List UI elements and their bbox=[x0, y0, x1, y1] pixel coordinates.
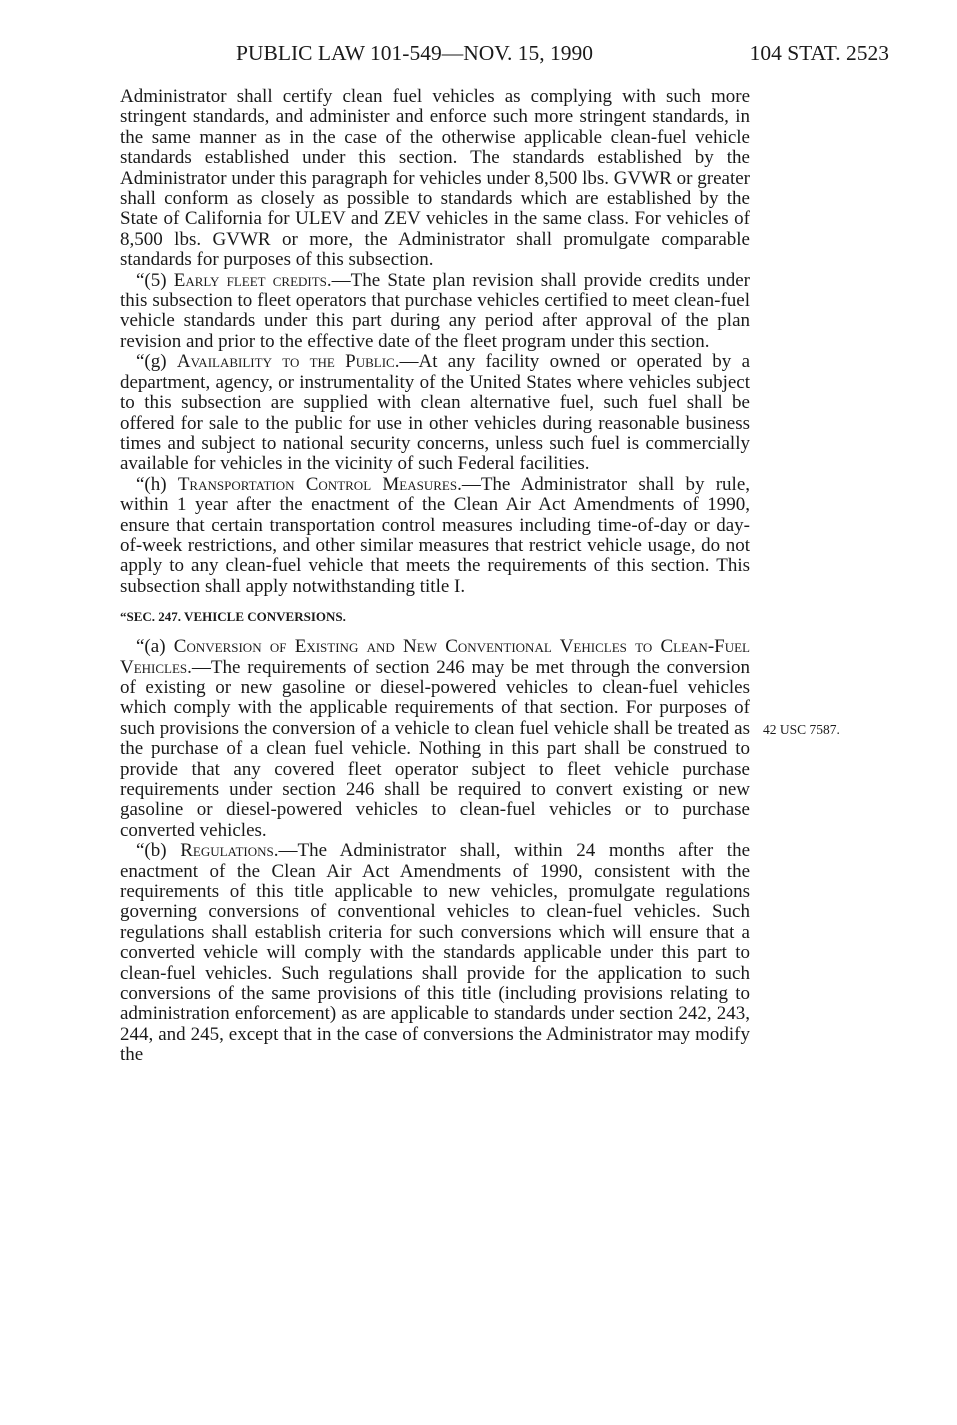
paragraph-early-fleet-credits bbox=[120, 271, 750, 353]
paragraph-label: “(5) bbox=[136, 269, 174, 291]
paragraph-label: “(h) bbox=[136, 473, 178, 495]
paragraph-text: .—The State plan revision shall provide credits under this subsection to fleet operators that purchase vehicles certified to meet clean-fuel vehicle standards under this part during any period after approval of the plan revision and prior to the effective date of the fleet program under this section. bbox=[120, 269, 751, 352]
paragraph-transportation-control bbox=[120, 475, 750, 597]
document-body bbox=[120, 87, 750, 1066]
paragraph-label: “(b) bbox=[136, 840, 181, 862]
usc-citation-note: 42 USC 7587. bbox=[763, 722, 840, 737]
paragraph-label: “(g) bbox=[136, 351, 177, 373]
paragraph-label: “(a) bbox=[136, 636, 174, 658]
stat-page-number: 104 STAT. 2523 bbox=[749, 41, 889, 65]
paragraph-heading: Regulations bbox=[180, 840, 274, 862]
section-heading: “SEC. 247. VEHICLE CONVERSIONS. bbox=[120, 609, 346, 625]
paragraph: Administrator shall certify clean fuel vehicles as complying with such more stringent standards, and administer and enforce such more stringent standards, in the same manner as in the case of the otherwise applicable clean-fuel vehicle standards established under this section. The standards established by the Administrator under this paragraph for vehicles under 8,500 lbs. GVWR or greater shall conform as closely as possible to standards which are established by the State of California for ULEV and ZEV vehicles in the same class. For vehicles of 8,500 lbs. GVWR or more, the Administrator shall promulgate comparable standards for purposes of this subsection. bbox=[120, 86, 750, 271]
paragraph-text: .—The Administrator shall by rule, within 1 year after the enactment of the Clean Air Act Amendments of 1990, ensure that certain transportation control measures including time-of-day or day-of-week restrictions, and other similar measures that restrict vehicle usage, do not apply to any clean-fuel vehicle that meets the requirements of this section. This subsection shall apply notwithstanding title I. bbox=[120, 473, 751, 597]
paragraph-conversion bbox=[120, 637, 750, 841]
paragraph-availability bbox=[120, 352, 750, 474]
paragraph-heading: Transportation Control Measures bbox=[177, 473, 458, 495]
paragraph-heading: Conversion of Existing and New Conventional Vehicles to Clean-Fuel Vehicles bbox=[120, 636, 750, 678]
paragraph-text: .—The requirements of section 246 may be met through the conversion of existing or new gasoline or diesel-powered vehicles to clean-fuel vehicles which comply with the applicable requirements of that section. For purposes of such provisions the conversion of a vehicle to clean fuel vehicle shall be treated as the purchase of a clean fuel vehicle. Nothing in this part shall be construed to provide that any covered fleet operator subject to fleet vehicle purchase requirements under section 246 shall be required to convert existing or new gasoline or diesel-powered vehicles to clean-fuel vehicles or to purchase converted vehicles. bbox=[120, 656, 750, 841]
paragraph-regulations bbox=[120, 841, 750, 1065]
law-title: PUBLIC LAW 101-549—NOV. 15, 1990 bbox=[236, 41, 594, 65]
paragraph-text: .—At any facility owned or operated by a department, agency, or instrumentality of the United States where vehicles subject to this subsection are supplied with clean alternative fuel, such fuel shall be offered for sale to the public for use in other vehicles during reasonable business times and subject to national security concerns, unless such fuel is commercially available for vehicles in the vicinity of such Federal facilities. bbox=[120, 351, 751, 475]
paragraph-heading: Availability to the Public bbox=[176, 351, 395, 373]
paragraph-text: .—The Administrator shall, within 24 months after the enactment of the Clean Air Act Amendments of 1990, consistent with the requirements of this title applicable to new vehicles, promulgate regulations governing conversions of conventional vehicles to clean-fuel vehicles. Such regulations shall establish criteria for such conversions which will ensure that a converted vehicle will comply with the standards applicable under this part to clean-fuel vehicles. Such regulations shall provide for the application to such conversions of the same provisions of this title (including provisions relating to administration enforcement) as are applicable to standards under section 242, 243, 244, and 245, except that in the case of conversions the Administrator may modify the bbox=[120, 840, 750, 1066]
paragraph-heading: Early fleet credits bbox=[173, 269, 327, 291]
page-header bbox=[236, 38, 889, 68]
